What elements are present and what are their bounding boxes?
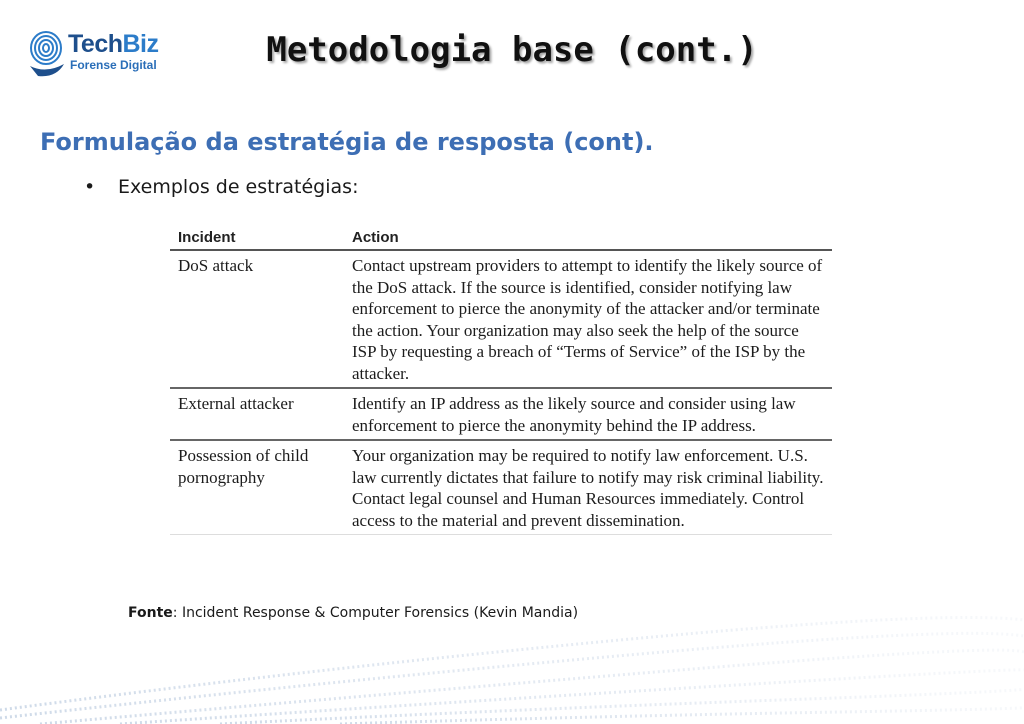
table-header-row: [170, 225, 832, 250]
action-cell: Contact upstream providers to attempt to identify the likely source of the DoS attack. If the source is identified, consider notifying law enforcement to pierce the anonymity of the attacker and/or terminate the action. Your organization may also seek the help of the source ISP by requesting a breach of “Terms of Service” of the ISP by the attacker.: [344, 250, 832, 388]
binary-wave-decoration: [0, 600, 1024, 724]
action-cell: Identify an IP address as the likely source and consider using law enforcement to pierce the anonymity behind the IP address.: [344, 388, 832, 440]
incident-cell: DoS attack: [170, 250, 344, 388]
table-row: [170, 250, 832, 388]
column-header-incident: Incident: [170, 225, 344, 250]
bullet-dot: •: [84, 176, 96, 198]
column-header-action: Action: [344, 225, 832, 250]
bullet-item: [84, 176, 358, 198]
action-cell: Your organization may be required to notify law enforcement. U.S. law currently dictates that failure to notify may risk criminal liability. Contact legal counsel and Human Resources immediately. Control access to the material and prevent dissemination.: [344, 440, 832, 535]
logo-brand-biz: Biz: [122, 30, 159, 58]
strategy-table-figure: [170, 225, 832, 597]
incident-cell: External attacker: [170, 388, 344, 440]
table-row: [170, 440, 832, 535]
logo-tagline: Forense Digital: [70, 58, 157, 72]
strategy-table: [170, 225, 832, 535]
bullet-text: Exemplos de estratégias:: [118, 176, 359, 198]
logo-brand-tech: Tech: [68, 30, 123, 58]
section-subtitle: Formulação da estratégia de resposta (cont).: [40, 128, 654, 156]
source-label: Fonte: [128, 605, 173, 621]
table-row: [170, 388, 832, 440]
incident-cell: Possession of child pornography: [170, 440, 344, 535]
page-title: Metodologia base (cont.): [266, 30, 758, 70]
source-text: : Incident Response & Computer Forensics (Kevin Mandia): [172, 605, 579, 621]
